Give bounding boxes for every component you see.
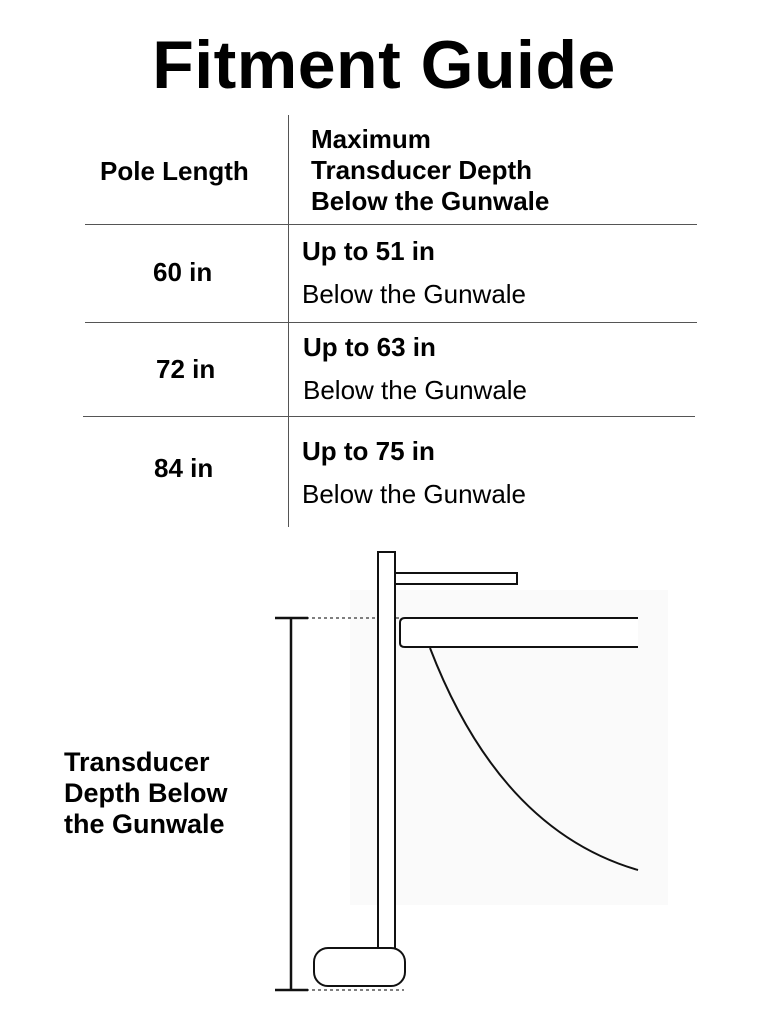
header-max-depth-line: Transducer Depth [311,155,533,185]
row-depth: Up to 75 in [302,436,435,466]
transducer [314,948,405,986]
diagram-label-line: Transducer [64,747,210,777]
header-max-depth-line: Maximum [311,124,431,154]
row-pole-length: 84 in [154,453,214,483]
row-depth-note: Below the Gunwale [303,375,528,405]
row-depth: Up to 63 in [303,332,436,362]
row-pole-length: 72 in [156,354,216,384]
page-title: Fitment Guide [152,27,616,103]
row-depth: Up to 51 in [302,236,435,266]
boat-gunwale [400,618,638,647]
row-pole-length: 60 in [153,257,213,287]
diagram-label-line: the Gunwale [64,809,225,839]
mount-arm [395,573,517,584]
mounting-pole [378,552,395,952]
diagram-label-line: Depth Below [64,778,228,808]
row-depth-note: Below the Gunwale [302,279,527,309]
header-max-depth-line: Below the Gunwale [311,186,550,216]
row-depth-note: Below the Gunwale [302,479,527,509]
header-pole-length: Pole Length [100,156,249,186]
